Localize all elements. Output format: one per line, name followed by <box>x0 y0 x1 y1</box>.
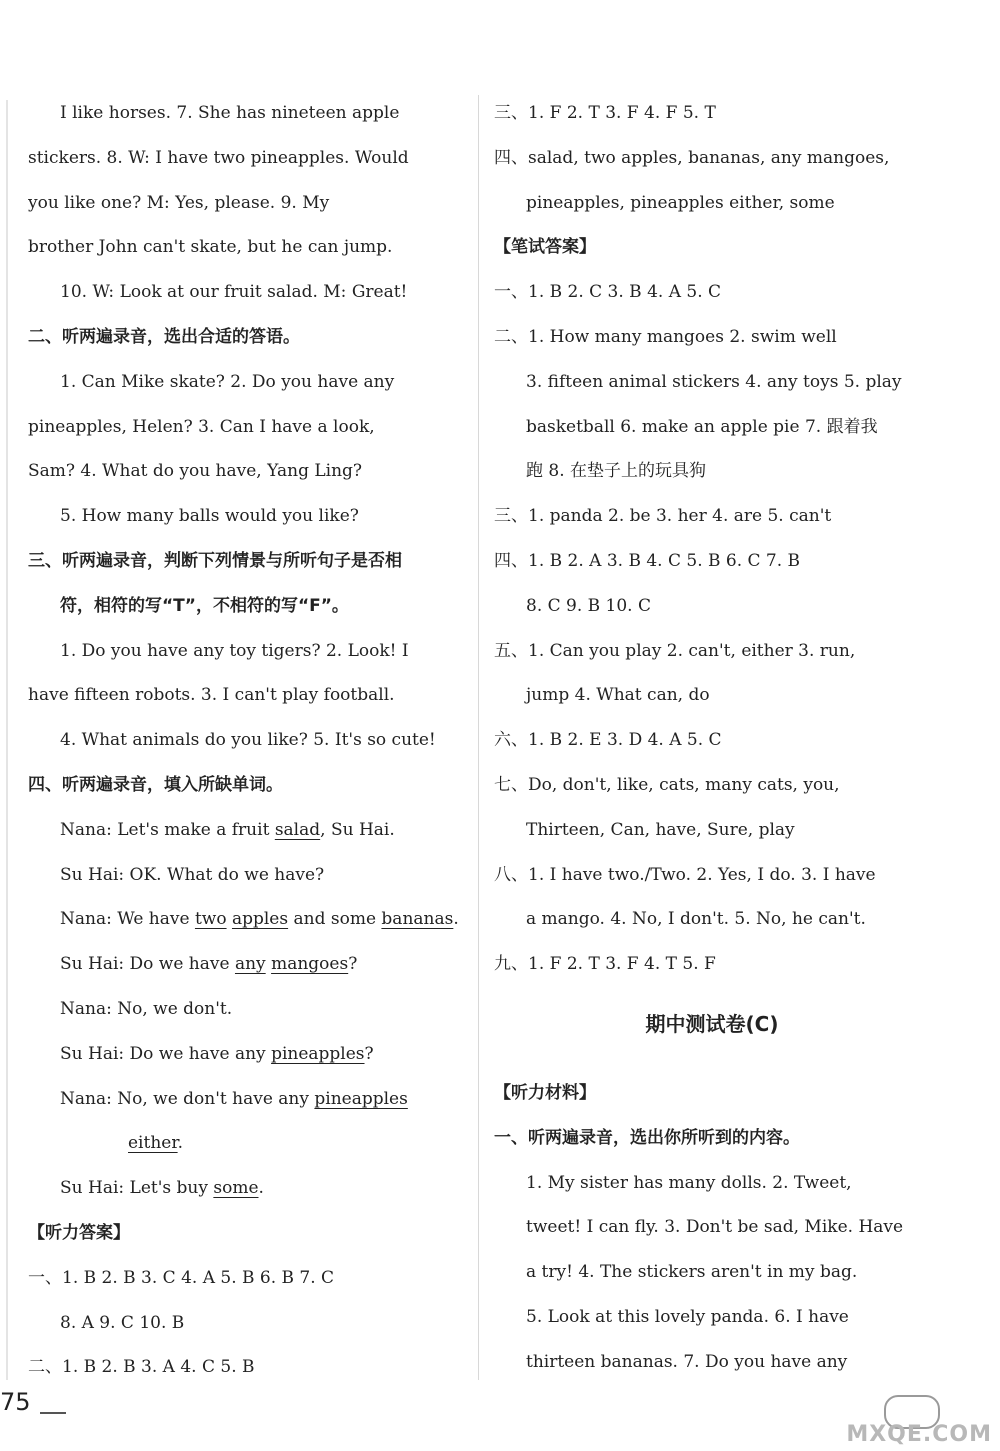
dialogue-text: and some <box>288 909 382 930</box>
text-line: thirteen bananas. 7. Do you have any <box>526 1351 848 1372</box>
dialogue-line <box>28 942 460 987</box>
answer-line: 四、salad, two apples, bananas, any mangoes, <box>494 147 890 168</box>
written-answers-heading: 【笔试答案】 <box>494 237 596 258</box>
filled-blank: apples <box>231 909 289 930</box>
dialogue-text: ? <box>364 1043 374 1064</box>
answer-line: Thirteen, Can, have, Sure, play <box>526 819 795 840</box>
answer-line: pineapples, pineapples either, some <box>526 192 835 213</box>
filled-blank: bananas <box>381 909 454 930</box>
dialogue-line: Su Hai: OK. What do we have? <box>60 864 325 885</box>
answer-line: 三、1. F 2. T 3. F 4. F 5. T <box>494 103 716 123</box>
answer-line: 二、1. How many mangoes 2. swim well <box>494 326 837 347</box>
text-line: a try! 4. The stickers aren't in my bag. <box>526 1262 858 1283</box>
answer-line: 3. fifteen animal stickers 4. any toys 5. play <box>526 371 902 392</box>
filled-blank: mangoes <box>271 954 349 975</box>
answer-line: a mango. 4. No, I don't. 5. No, he can't. <box>526 909 866 930</box>
filled-blank: some <box>213 1178 259 1199</box>
text-line: 10. W: Look at our fruit salad. M: Great! <box>60 282 408 303</box>
dialogue-text: . <box>258 1178 264 1199</box>
dialogue-text: , Su Hai. <box>320 819 395 840</box>
answer-line: 九、1. F 2. T 3. F 4. T 5. F <box>494 954 716 975</box>
dialogue-line <box>28 1077 460 1122</box>
column-divider <box>478 95 479 1380</box>
dialogue-text: ? <box>348 954 358 975</box>
filled-blank: pineapples <box>271 1043 365 1064</box>
section-heading-2: 二、听两遍录音，选出合适的答语。 <box>28 326 300 347</box>
filled-blank: either <box>128 1133 178 1154</box>
section-title: 期中测试卷(C) <box>645 1011 779 1036</box>
answer-line: 跑 8. 在垫子上的玩具狗 <box>526 461 707 482</box>
text-line: pineapples, Helen? 3. Can I have a look, <box>28 416 375 437</box>
question-heading: 一、听两遍录音，选出你所听到的内容。 <box>494 1127 800 1148</box>
filled-blank: salad <box>274 819 321 840</box>
text-line: stickers. 8. W: I have two pineapples. Would <box>28 147 409 168</box>
filled-blank: any <box>234 954 266 975</box>
answer-line: 四、1. B 2. A 3. B 4. C 5. B 6. C 7. B <box>494 550 801 571</box>
right-column <box>494 91 930 1385</box>
text-line: you like one? M: Yes, please. 9. My <box>28 192 330 213</box>
dialogue-line <box>28 1032 460 1077</box>
answer-line: 八、1. I have two./Two. 2. Yes, I do. 3. I have <box>494 864 876 885</box>
text-line: have fifteen robots. 3. I can't play football. <box>28 685 395 706</box>
dialogue-line: Nana: No, we don't. <box>60 998 233 1019</box>
text-line: I like horses. 7. She has nineteen apple <box>60 103 400 123</box>
watermark-logo <box>842 1395 992 1447</box>
answer-line: 七、Do, don't, like, cats, many cats, you, <box>494 774 840 795</box>
answer-line: jump 4. What can, do <box>526 685 710 706</box>
filled-blank: two <box>194 909 227 930</box>
dialogue-text: Su Hai: Do we have any <box>60 1043 272 1064</box>
dialogue-text: Nana: We have <box>60 909 195 930</box>
answer-line: 三、1. panda 2. be 3. her 4. are 5. can't <box>494 506 832 527</box>
text-line: 5. How many balls would you like? <box>60 506 359 527</box>
text-line: 1. My sister has many dolls. 2. Tweet, <box>526 1172 852 1193</box>
page-number: 75 <box>0 1388 31 1416</box>
dialogue-text: Nana: No, we don't have any <box>60 1088 315 1109</box>
text-line: brother John can't skate, but he can jump. <box>28 237 393 258</box>
watermark-text: MXQE.COM <box>846 1422 992 1447</box>
dialogue-text: Nana: Let's make a fruit <box>60 819 275 840</box>
answer-line: 一、1. B 2. B 3. C 4. A 5. B 6. B 7. C <box>28 1267 335 1288</box>
listening-material-heading: 【听力材料】 <box>494 1082 596 1103</box>
text-line: Sam? 4. What do you have, Yang Ling? <box>28 461 363 482</box>
dialogue-line <box>28 808 460 853</box>
filled-blank: pineapples <box>314 1088 408 1109</box>
section-heading-4: 四、听两遍录音，填入所缺单词。 <box>28 774 283 795</box>
answer-line: 8. A 9. C 10. B <box>60 1312 185 1333</box>
dialogue-text: Su Hai: Do we have <box>60 954 235 975</box>
listening-answers-heading: 【听力答案】 <box>28 1222 130 1243</box>
page-number-dash <box>40 1412 66 1414</box>
page-gutter-line <box>6 100 8 1380</box>
text-line: 4. What animals do you like? 5. It's so cute! <box>60 730 436 751</box>
text-line: 1. Do you have any toy tigers? 2. Look! I <box>60 640 409 661</box>
dialogue-text: Su Hai: Let's buy <box>60 1178 214 1199</box>
answer-line: 六、1. B 2. E 3. D 4. A 5. C <box>494 730 722 751</box>
section-heading-3: 三、听两遍录音，判断下列情景与所听句子是否相 <box>28 550 402 571</box>
answer-line: 一、1. B 2. C 3. B 4. A 5. C <box>494 282 722 303</box>
answer-line: 五、1. Can you play 2. can't, either 3. run, <box>494 640 856 661</box>
text-line: 1. Can Mike skate? 2. Do you have any <box>60 371 395 392</box>
answer-line: 二、1. B 2. B 3. A 4. C 5. B <box>28 1357 255 1378</box>
dialogue-line <box>28 897 460 942</box>
text-line: 5. Look at this lovely panda. 6. I have <box>526 1306 849 1327</box>
dialogue-line <box>28 1166 460 1211</box>
answer-line: basketball 6. make an apple pie 7. 跟着我 <box>526 416 878 437</box>
section-heading-3-cont: 符，相符的写“T”，不相符的写“F”。 <box>60 595 349 616</box>
text-line: tweet! I can fly. 3. Don't be sad, Mike. Have <box>526 1217 904 1238</box>
dialogue-line <box>28 1121 460 1166</box>
answer-line: 8. C 9. B 10. C <box>526 595 652 616</box>
dialogue-text: . <box>453 909 459 930</box>
left-column <box>28 91 460 1390</box>
dialogue-text: . <box>177 1133 184 1154</box>
